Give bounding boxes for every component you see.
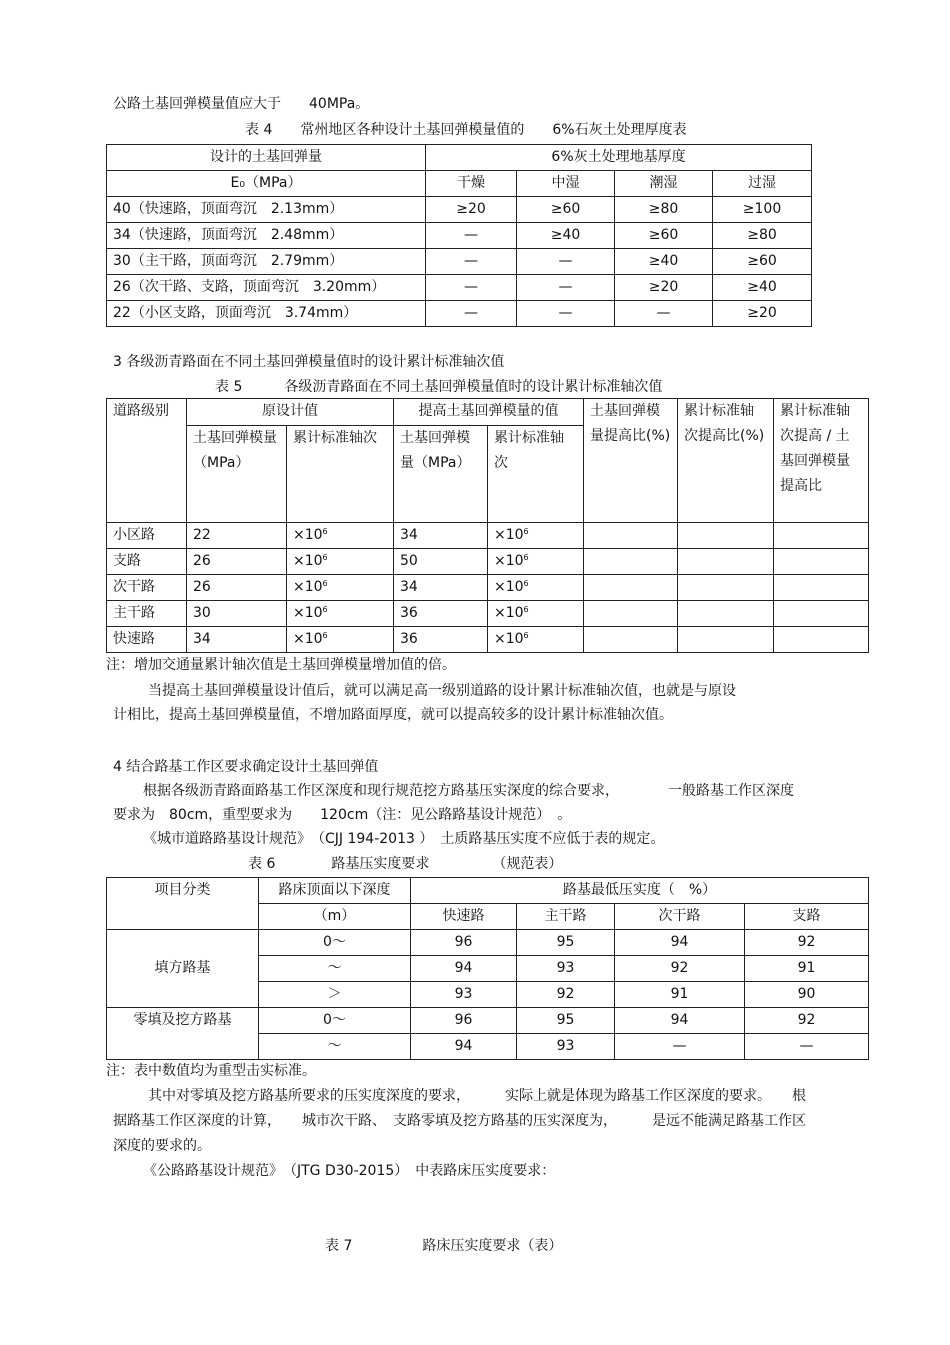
t6-cell: 0～ xyxy=(259,1008,411,1034)
t6-cell: 91 xyxy=(745,956,869,982)
t5-cell: $\times 10^6$ xyxy=(488,627,584,653)
table6 xyxy=(106,877,869,1060)
t4-cell: ≥60 xyxy=(517,197,615,223)
t5-cell xyxy=(774,549,869,575)
t5-cell xyxy=(584,601,678,627)
t4-cell: ≥20 xyxy=(615,275,713,301)
t5-cell: 50 xyxy=(394,549,488,575)
t5-sub-axle-raised: 累计标准轴次 xyxy=(488,426,584,523)
t6-col-header: 主干路 xyxy=(517,904,615,930)
t6-group-fill: 填方路基 xyxy=(107,930,259,1008)
table6-note: 注：表中数值均为重型击实标准。 xyxy=(106,1063,316,1079)
table-row xyxy=(107,223,812,249)
t5-cell: $\times 10^6$ xyxy=(287,549,394,575)
t6-cell: ～ xyxy=(259,1034,411,1060)
paragraph-work-zone-a: 根据各级沥青路面路基工作区深度和现行规范挖方路基压实深度的综合要求， 一般路基工作区深度 xyxy=(143,783,794,799)
t5-header-original: 原设计值 xyxy=(187,399,394,426)
section-4-heading: 4 结合路基工作区要求确定设计土基回弹值 xyxy=(113,759,379,775)
t4-cell: ≥40 xyxy=(713,275,812,301)
t6-cell: 92 xyxy=(615,956,745,982)
t6-cell: 96 xyxy=(411,930,517,956)
t4-col-header: 过湿 xyxy=(713,171,812,197)
paragraph-compaction-b: 据路基工作区深度的计算， 城市次干路、 支路零填及挖方路基的压实深度为， 是远不能满足路基工作区 xyxy=(113,1113,806,1129)
t5-cell: 36 xyxy=(394,601,488,627)
t5-cell xyxy=(774,575,869,601)
t4-cell: — xyxy=(517,275,615,301)
t5-cell xyxy=(584,627,678,653)
table6-caption: 表 6 路基压实度要求 （规范表） xyxy=(248,856,563,872)
t6-cell: 96 xyxy=(411,1008,517,1034)
t6-header-min: 路基最低压实度（ %） xyxy=(411,878,869,904)
table-row xyxy=(107,275,812,301)
t4-cell: ≥80 xyxy=(615,197,713,223)
t6-cell: 91 xyxy=(615,982,745,1008)
paragraph-work-zone-b: 要求为 80cm，重型要求为 120cm（注：见公路路基设计规范） 。 xyxy=(113,807,572,823)
t4-cell: — xyxy=(517,249,615,275)
paragraph-jtg-spec: 《公路路基设计规范》 （JTG D30-2015） 中表路床压实度要求： xyxy=(143,1163,556,1179)
t5-header-ratio3: 累计标准轴次提高 / 土基回弹模量提高比 xyxy=(774,399,869,523)
t5-header-ratio1: 土基回弹模量提高比(%) xyxy=(584,399,678,523)
paragraph-modulus-min: 公路土基回弹模量值应大于 40MPa。 xyxy=(113,96,370,112)
t5-cell: 26 xyxy=(187,549,287,575)
t5-cell xyxy=(584,523,678,549)
t6-cell: — xyxy=(745,1034,869,1060)
table-row xyxy=(107,523,869,549)
paragraph-cjj-spec: 《城市道路路基设计规范》 （CJJ 194-2013 ） 土质路基压实度不应低于表的规定。 xyxy=(143,831,665,847)
paragraph-raise-b: 计相比，提高土基回弹模量值，不增加路面厚度，就可以提高较多的设计累计标准轴次值。 xyxy=(113,707,673,723)
t6-cell: 92 xyxy=(745,1008,869,1034)
table5 xyxy=(106,398,869,653)
t4-cell: ≥20 xyxy=(426,197,517,223)
paragraph-compaction-c: 深度的要求的。 xyxy=(113,1138,211,1154)
t4-header-lime: 6%灰土处理地基厚度 xyxy=(426,145,812,171)
t5-cell: $\times 10^6$ xyxy=(287,601,394,627)
t5-cell: $\times 10^6$ xyxy=(287,627,394,653)
t5-cell: $\times 10^6$ xyxy=(488,549,584,575)
t6-cell: ＞ xyxy=(259,982,411,1008)
t5-sub-modulus-raised: 土基回弹模量（MPa） xyxy=(394,426,488,523)
t5-cell: 次干路 xyxy=(107,575,187,601)
t4-cell: 26（次干路、支路，顶面弯沉 3.20mm） xyxy=(107,275,426,301)
t4-header-design: 设计的土基回弹量 xyxy=(107,145,426,171)
t6-cell: ～ xyxy=(259,956,411,982)
t6-col-header: 次干路 xyxy=(615,904,745,930)
t6-cell: 93 xyxy=(517,1034,615,1060)
t4-col-header: 潮湿 xyxy=(615,171,713,197)
paragraph-raise-a: 当提高土基回弹模量设计值后，就可以满足高一级别道路的设计累计标准轴次值，也就是与原设 xyxy=(148,683,736,699)
t4-cell: ≥80 xyxy=(713,223,812,249)
t5-sub-modulus: 土基回弹模量（MPa） xyxy=(187,426,287,523)
t5-cell: $\times 10^6$ xyxy=(488,575,584,601)
table-row xyxy=(107,249,812,275)
t6-cell: 90 xyxy=(745,982,869,1008)
t5-cell: $\times 10^6$ xyxy=(287,575,394,601)
t5-header-raised: 提高土基回弹模量的值 xyxy=(394,399,584,426)
t5-cell: 34 xyxy=(394,575,488,601)
t4-cell: ≥100 xyxy=(713,197,812,223)
t5-header-grade: 道路级别 xyxy=(107,399,187,523)
section-3-heading: 3 各级沥青路面在不同土基回弹模量值时的设计累计标准轴次值 xyxy=(113,354,505,370)
table7-caption: 表 7 路床压实度要求（表） xyxy=(325,1238,563,1254)
t6-cell: — xyxy=(615,1034,745,1060)
t5-cell xyxy=(678,601,774,627)
t6-cell: 95 xyxy=(517,930,615,956)
t5-header-ratio2: 累计标准轴次提高比(%) xyxy=(678,399,774,523)
t5-cell: 30 xyxy=(187,601,287,627)
t4-cell: ≥60 xyxy=(615,223,713,249)
table-row xyxy=(107,601,869,627)
paragraph-compaction-a: 其中对零填及挖方路基所要求的压实度深度的要求， 实际上就是体现为路基工作区深度的要求。 根 xyxy=(148,1088,806,1104)
t4-cell: ≥60 xyxy=(713,249,812,275)
t6-header-depth: 路床顶面以下深度 xyxy=(259,878,411,904)
t4-cell: — xyxy=(426,223,517,249)
t6-group-cut: 零填及挖方路基 xyxy=(107,1008,259,1060)
t4-cell: 30（主干路，顶面弯沉 2.79mm） xyxy=(107,249,426,275)
t5-cell: 主干路 xyxy=(107,601,187,627)
t4-cell: — xyxy=(517,301,615,327)
t5-cell: 36 xyxy=(394,627,488,653)
t6-cell: 92 xyxy=(745,930,869,956)
t4-col-header: 干燥 xyxy=(426,171,517,197)
t5-cell: 26 xyxy=(187,575,287,601)
table4-caption: 表 4 常州地区各种设计土基回弹模量值的 6%石灰土处理厚度表 xyxy=(245,122,687,138)
t4-cell: — xyxy=(615,301,713,327)
t4-header-e0: E₀（MPa） xyxy=(107,171,426,197)
t6-cell: 94 xyxy=(615,1008,745,1034)
t5-sub-axle: 累计标准轴次 xyxy=(287,426,394,523)
t4-cell: 40（快速路，顶面弯沉 2.13mm） xyxy=(107,197,426,223)
t5-cell: 小区路 xyxy=(107,523,187,549)
table-row xyxy=(107,627,869,653)
t5-cell xyxy=(584,549,678,575)
t5-cell: 34 xyxy=(187,627,287,653)
t6-cell: 0～ xyxy=(259,930,411,956)
t4-cell: — xyxy=(426,301,517,327)
t5-cell xyxy=(774,523,869,549)
t6-cell: 95 xyxy=(517,1008,615,1034)
t6-cell: 94 xyxy=(411,1034,517,1060)
t6-header-item: 项目分类 xyxy=(107,878,259,930)
t5-cell xyxy=(774,601,869,627)
table-row xyxy=(107,930,869,956)
table-row xyxy=(107,197,812,223)
t5-cell xyxy=(678,627,774,653)
table-row xyxy=(107,301,812,327)
t5-cell: 22 xyxy=(187,523,287,549)
t6-col-header: 快速路 xyxy=(411,904,517,930)
t5-cell xyxy=(678,575,774,601)
table5-note: 注：增加交通量累计轴次值是土基回弹模量增加值的倍。 xyxy=(106,657,456,673)
table-row xyxy=(107,549,869,575)
t5-cell: 34 xyxy=(394,523,488,549)
table4 xyxy=(106,144,812,327)
t4-cell: — xyxy=(426,275,517,301)
t4-cell: ≥20 xyxy=(713,301,812,327)
t5-cell xyxy=(678,549,774,575)
t5-cell xyxy=(774,627,869,653)
t6-cell: 93 xyxy=(411,982,517,1008)
t6-header-depth-unit: （m） xyxy=(259,904,411,930)
t5-cell: 支路 xyxy=(107,549,187,575)
table-row xyxy=(107,575,869,601)
table-row xyxy=(107,1008,869,1034)
t4-cell: — xyxy=(426,249,517,275)
t5-cell: 快速路 xyxy=(107,627,187,653)
t5-cell: $\times 10^6$ xyxy=(488,601,584,627)
t4-cell: 22（小区支路，顶面弯沉 3.74mm） xyxy=(107,301,426,327)
table5-caption: 表 5 各级沥青路面在不同土基回弹模量值时的设计累计标准轴次值 xyxy=(215,379,663,395)
t6-cell: 93 xyxy=(517,956,615,982)
t4-col-header: 中湿 xyxy=(517,171,615,197)
t5-cell: $\times 10^6$ xyxy=(287,523,394,549)
t4-cell: 34（快速路，顶面弯沉 2.48mm） xyxy=(107,223,426,249)
t4-cell: ≥40 xyxy=(517,223,615,249)
t6-cell: 92 xyxy=(517,982,615,1008)
t6-cell: 94 xyxy=(411,956,517,982)
t6-col-header: 支路 xyxy=(745,904,869,930)
t5-cell xyxy=(584,575,678,601)
t4-cell: ≥40 xyxy=(615,249,713,275)
t6-cell: 94 xyxy=(615,930,745,956)
t5-cell: $\times 10^6$ xyxy=(488,523,584,549)
t5-cell xyxy=(678,523,774,549)
